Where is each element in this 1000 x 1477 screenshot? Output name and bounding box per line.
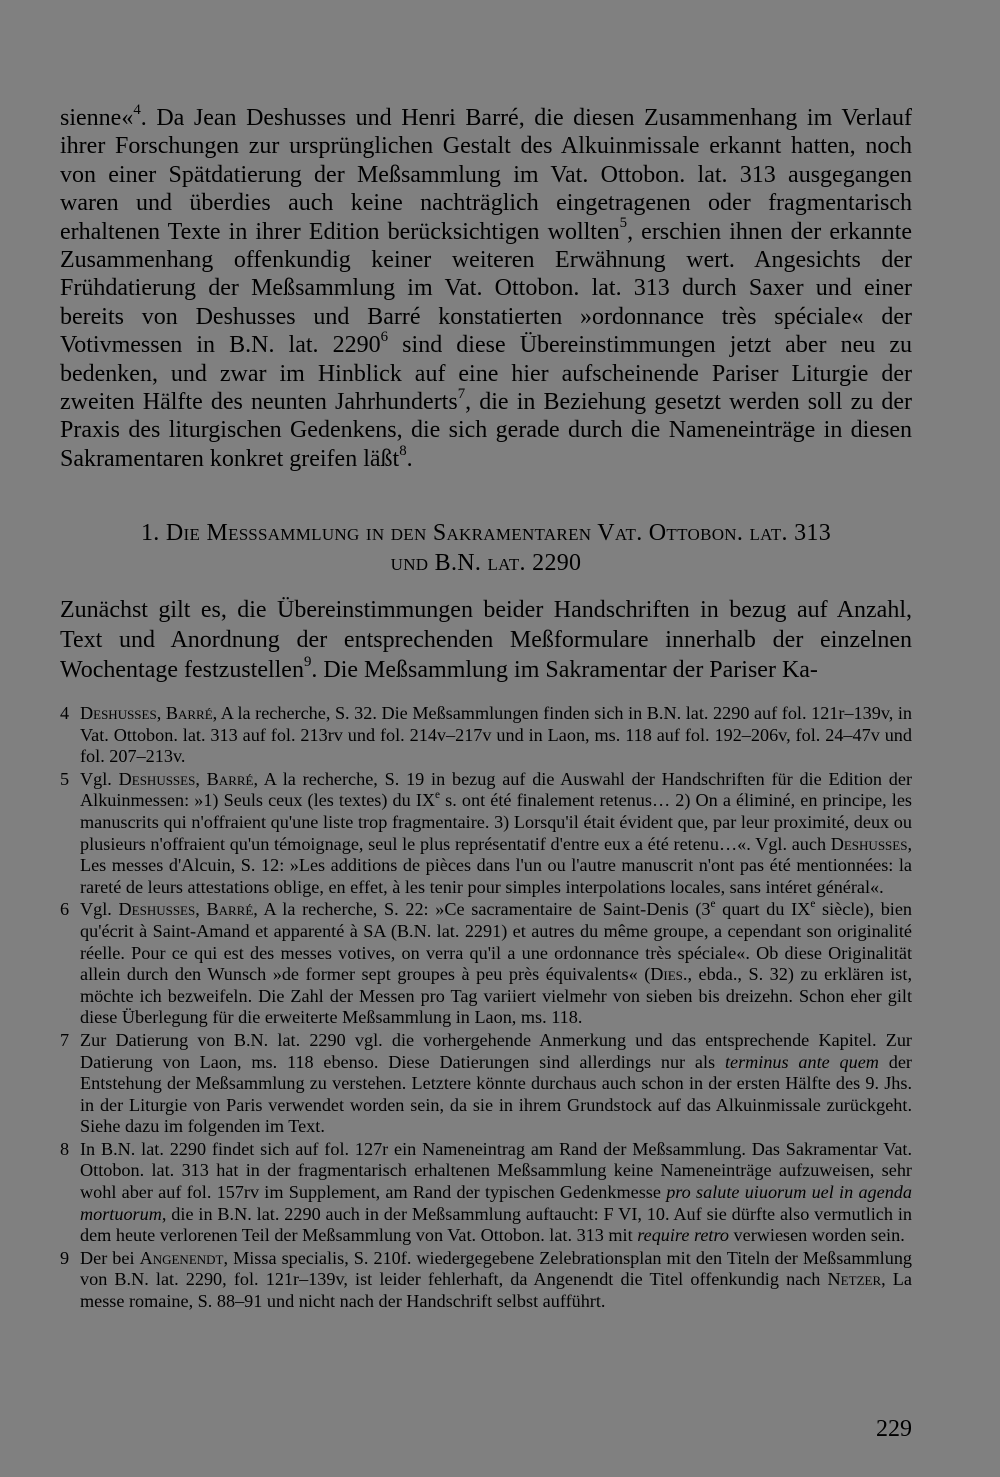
footnote-number: 5 [60,768,70,789]
text-run: sienne« [60,105,134,131]
footnote-ref-6[interactable]: 6 [380,329,389,346]
section-heading-line-1: 1. Die Meßsammlung in den Sakramentaren Vat. Ottobon. lat. 313 [140,520,832,546]
footnote-text: ., ebda., S. 32) zu erklären ist, möchte ich bezweifeln. Die Zahl der Messen pro Tag variiert vielmehr von sieben bis dreizehn. Schon eher gilt diese Überlegung für die erweiterte Meßsammlung in Laon, ms. 118. [80,964,912,1028]
section-heading-line-2: und B.N. lat. 2290 [390,550,582,576]
author-name: Dies [650,964,683,985]
page-number: 229 [876,1416,912,1442]
footnote-8 [60,1139,912,1247]
footnote-text: Der bei [80,1247,140,1268]
footnote-ref-9[interactable]: 9 [303,653,312,670]
superscript: e [710,897,716,910]
text-run: . Da Jean Deshusses und Henri Barré, die diesen Zusammenhang im Verlauf ihrer Forschungen zur ursprünglichen Gestalt des Alkuinmissale erkannt hatten, noch von einer Spätdatierung der Meßsammlung im Vat. Ottobon. lat. 313 ausgegangen waren und überdies auch keine nachträglich eingetragenen oder fragmentarisch erhaltenen Texte in ihrer Edition berücksichtigen wollten [60,105,912,245]
footnote-6 [60,899,912,1029]
author-name: Netzer [827,1269,882,1290]
text-run: , die in Beziehung gesetzt werden soll zu der Praxis des liturgischen Gedenkens, die sich gerade durch die Nameneinträge in diesen Sakramentaren konkret greifen läßt [60,389,912,472]
footnote-ref-5[interactable]: 5 [619,215,628,232]
footnote-number: 4 [60,703,70,723]
footnote-4 [60,703,912,768]
footnote-7 [60,1030,912,1138]
text-run: , erschien ihnen der erkannte Zusammenhang offenkundig keiner weiteren Erwähnung wert. Angesichts der Frühdatierung der Meßsammlung im Vat. Ottobon. lat. 313 durch Saxer und einer bereits von Deshusses und Barré konstatierten »ordonnance très spéciale« der Votivmessen in B.N. lat. 2290 [60,218,912,359]
footnote-ref-4[interactable]: 4 [133,101,141,118]
footnote-text: , A la recherche, S. 19 in bezug auf die Auswahl der Handschriften für die Edition der Alkuinmessen: »1) Seuls ceux (les textes) du IX [80,768,913,811]
italic-term: require retro [637,1225,729,1246]
footnote-text: , La messe romaine, S. 88–91 und nicht nach der Handschrift selbst aufführt. [80,1269,912,1312]
italic-term: pro salute uiuorum uel in agenda mortuorum [80,1182,912,1224]
footnote-text: In B.N. lat. 2290 findet sich auf fol. 127r ein Nameneintrag am Rand der Meßsammlung. Das Sakramentar Vat. Ottobon. lat. 313 hat in der fragmentarisch erhaltenen Meßsammlung keine Nameneinträge aufzuweisen, sehr wohl aber auf fol. 157rv im Supplement, am Rand der typischen Gedenkmesse [80,1138,912,1203]
footnote-text: , die in B.N. lat. 2290 auch in der Meßsammlung auftaucht: F VI, 10. Auf sie dürfte also vermutlich in dem heute verlorenen Teil der Meßsammlung von Vat. Ottobon. lat. 313 mit [80,1203,912,1246]
author-name: Deshusses [830,833,908,854]
author-name: Deshusses, Barré [80,703,213,723]
body-paragraph [60,101,912,473]
author-name: Deshusses, Barré [118,768,254,789]
footnote-text: verwiesen worden sein. [728,1225,905,1246]
footnote-text: Zur Datierung von B.N. lat. 2290 vgl. die vorhergehende Anmerkung und das entsprechende Kapitel. Zur Datierung von Laon, ms. 118 ebenso. Diese Datierungen sind allerdings nur als [80,1029,912,1072]
footnote-ref-7[interactable]: 7 [457,385,466,402]
footnote-9 [60,1248,912,1313]
footnote-text: Vgl. [80,899,119,920]
section-paragraph [60,595,912,685]
footnote-5 [60,769,912,899]
footnote-text: , A la recherche, S. 22: »Ce sacramentaire de Saint-Denis (3 [253,899,711,920]
footnote-text: Vgl. [80,768,119,789]
text-run: . Die Meßsammlung im Sakramentar der Pariser Ka- [311,657,818,683]
footnote-text: , A la recherche, S. 32. Die Meßsammlungen finden sich in B.N. lat. 2290 auf fol. 121r–139v, in Vat. Ottobon. lat. 313 auf fol. 213rv und fol. 214v–217v und in Laon, ms. 118 auf fol. 192–206v, fol. 24–47v und fol. 207–213v. [80,703,913,767]
footnotes [60,703,912,1314]
footnote-text: , Les messes d'Alcuin, S. 12: »Les additions de pièces dans l'un ou l'autre manuscrit n'ont pas été mentionnées: la rareté de leurs attestations oblige, en effet, à les tenir pour simples interpolations locales, sans intéret général«. [80,833,912,897]
paragraph [60,595,912,685]
footnote-text: , Missa specialis, S. 210f. wiedergegebene Zelebrationsplan mit den Titeln der Meßsammlung von B.N. lat. 2290, fol. 121r–139v, ist leider fehlerhaft, da Angenendt die Titel offenkundig nach [80,1247,913,1290]
superscript: e [435,788,441,801]
superscript: e [810,897,816,910]
text-run: sind diese Übereinstimmungen jetzt aber neu zu bedenken, und zwar im Hinblick auf eine hier aufscheinende Pariser Liturgie der zweiten Hälfte des neunten Jahrhunderts [60,332,912,416]
footnote-number: 7 [60,1029,70,1050]
author-name: Deshusses, Barré [118,899,254,920]
footnote-ref-8[interactable]: 8 [399,442,407,459]
section-heading [60,518,912,578]
footnote-text: s. ont été finalement retenus… 2) On a éliminé, en principe, les manuscrits qui n'offraient qu'une liste trop fragmentaire. 3) Lorsqu'il était évident que, par leur proximité, deux ou plusieurs n'offraient qu'un témoignage, seul le plus représentatif d'entre eux a été retenu…«. Vgl. auch [80,790,912,854]
footnote-number: 8 [60,1138,70,1159]
footnote-number: 9 [60,1247,70,1268]
footnote-text: der Entstehung der Meßsammlung zu verstehen. Letztere könnte durchaus auch schon in der ersten Hälfte des 9. Jhs. in der Liturgie von Paris verwendet worden sein, da sie in ihrem Grundstock auf das Alkuinmissale zurückgeht. Siehe dazu im folgenden im Text. [80,1051,912,1137]
text-run: Zunächst gilt es, die Übereinstimmungen beider Handschriften in bezug auf Anzahl, Text und Anordnung der entsprechenden Meßformulare innerhalb der einzelnen Wochentage festzustellen [60,597,912,683]
italic-term: terminus ante quem [724,1051,879,1072]
footnote-number: 6 [60,899,70,920]
footnote-text: siècle), bien qu'écrit à Saint-Amand et apparenté à SA (B.N. lat. 2291) et autres du même groupe, a cependant son originalité réelle. Pour ce qui est des messes votives, on verra qu'il a une ordonnance très spéciale«. Ob diese Originalität allein durch den Wunsch »de former sept groupes à peu près équivalents« ( [80,899,913,985]
text-run: . [406,445,413,472]
paragraph-continuation [60,101,912,473]
footnote-text: quart du IX [715,899,811,920]
author-name: Angenendt [139,1247,224,1268]
